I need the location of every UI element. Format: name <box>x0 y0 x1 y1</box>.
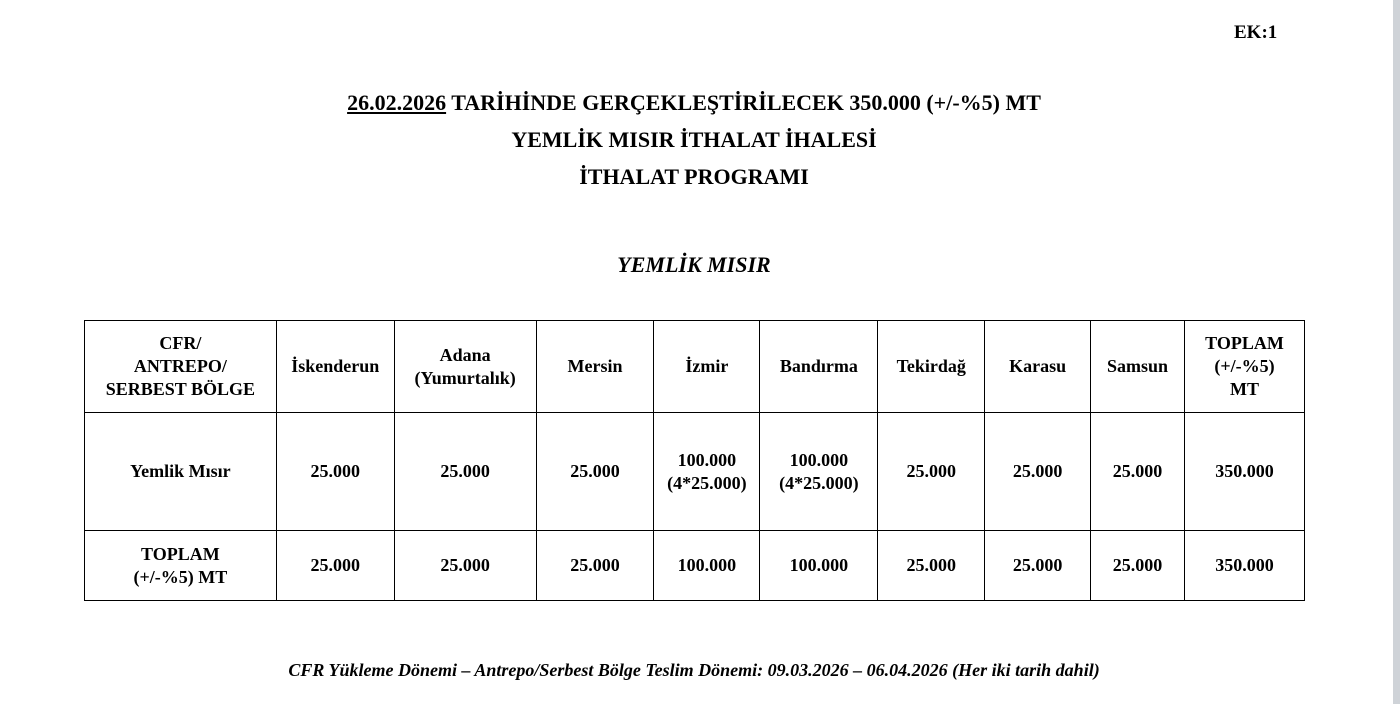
row-label: TOPLAM (+/-%5) MT <box>85 531 277 601</box>
table-row-yemlik-misir <box>85 413 1305 531</box>
header-port-tekirdag: Tekirdağ <box>878 321 985 413</box>
viewer-scrollbar[interactable] <box>1393 0 1400 704</box>
cell-izmir: 100.000 (4*25.000) <box>654 413 760 531</box>
header-total: TOPLAM (+/-%5) MT <box>1185 321 1305 413</box>
table-header-row <box>85 321 1305 413</box>
header-delivery-type: CFR/ ANTREPO/ SERBEST BÖLGE <box>85 321 277 413</box>
cell-total: 350.000 <box>1185 531 1305 601</box>
row-label: Yemlik Mısır <box>85 413 277 531</box>
import-program-table <box>84 320 1305 601</box>
header-port-bandirma: Bandırma <box>760 321 878 413</box>
header-port-iskenderun: İskenderun <box>276 321 394 413</box>
cell-adana: 25.000 <box>394 531 536 601</box>
cell-karasu: 25.000 <box>985 413 1091 531</box>
cell-izmir: 100.000 <box>654 531 760 601</box>
cell-adana: 25.000 <box>394 413 536 531</box>
title-line-2: YEMLİK MISIR İTHALAT İHALESİ <box>511 127 877 152</box>
cell-mersin: 25.000 <box>536 531 654 601</box>
cell-bandirma: 100.000 (4*25.000) <box>760 413 878 531</box>
cell-samsun: 25.000 <box>1091 413 1185 531</box>
header-port-samsun: Samsun <box>1091 321 1185 413</box>
cell-samsun: 25.000 <box>1091 531 1185 601</box>
title-line-3: İTHALAT PROGRAMI <box>579 164 809 189</box>
header-port-adana: Adana (Yumurtalık) <box>394 321 536 413</box>
tender-date: 26.02.2026 <box>347 90 447 115</box>
cell-karasu: 25.000 <box>985 531 1091 601</box>
cell-tekirdag: 25.000 <box>878 531 985 601</box>
title-line-1 <box>0 84 1388 121</box>
title-line-1-text: TARİHİNDE GERÇEKLEŞTİRİLECEK 350.000 (+/-%5) MT <box>451 90 1041 115</box>
header-port-mersin: Mersin <box>536 321 654 413</box>
cell-bandirma: 100.000 <box>760 531 878 601</box>
table-row-total <box>85 531 1305 601</box>
cell-iskenderun: 25.000 <box>276 531 394 601</box>
section-title: YEMLİK MISIR <box>617 252 771 277</box>
delivery-period-note: CFR Yükleme Dönemi – Antrepo/Serbest Bölge Teslim Dönemi: 09.03.2026 – 06.04.2026 (Her iki tarih dahil) <box>288 660 1100 680</box>
document-title <box>0 84 1388 195</box>
header-port-izmir: İzmir <box>654 321 760 413</box>
cell-tekirdag: 25.000 <box>878 413 985 531</box>
header-port-karasu: Karasu <box>985 321 1091 413</box>
cell-iskenderun: 25.000 <box>276 413 394 531</box>
annex-label: EK:1 <box>1234 22 1278 43</box>
cell-mersin: 25.000 <box>536 413 654 531</box>
cell-total: 350.000 <box>1185 413 1305 531</box>
